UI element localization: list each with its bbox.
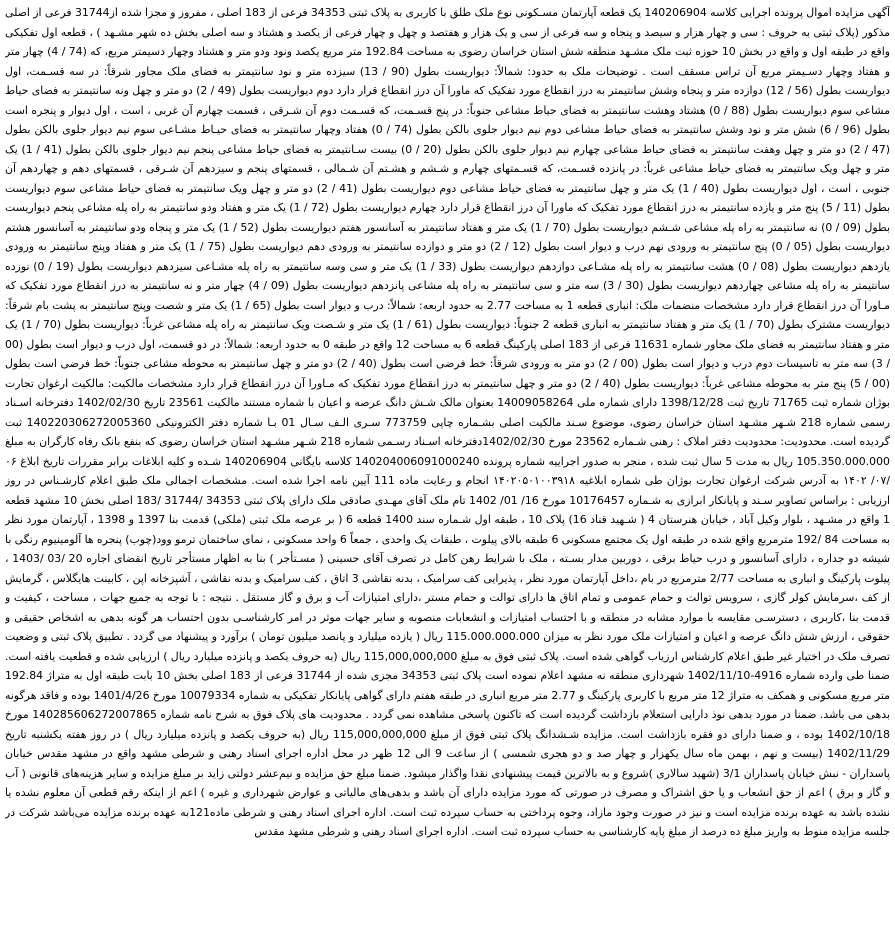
auction-notice-text: آگهی مزایده اموال پرونده اجرایی کلاسه 140206904 یک قطعه آپارتمان مسـکونی نوع ملک طلق با کاربری به پلاک ثبتی 34353 فرعی از 183 اصلی ، مفروز و مجزا شده از31744 فرعی از اصلی مذکور (پلاک ثبتی به حروف : سی و چهار هزار و سیصد و پنجاه و سه فرعی از سی و یک هزار و هفتصد و چهل و چهار فرعی از یکصد و هشتاد و سه اصلی بخش ده شهر مشـهد ) ، قطعه اول تفکیکی واقع در طبقه اول و واقع در بخش 10 حوزه ثبت ملک مشـهد منطقه شش استان خراسان رضوی به مساحت 192.84 متر مربع یکصد ونود ودو متر و هشتاد وچهار دسیمتر مربع، که (74 / 4) چهار متر و هفتاد وچهار دسـیمتر مربع آن تراس مسقف است . توضیحات ملک به حدود: شمالاً: دیواریست بطول (90 / 13) سیزده متر و نود سانتیمتر به فضای ملک مجاور شرقاً: در سه قسـمت، اول دیواریست بطول (56 / 12) دوازده متر و پنجاه وشش سانتیمتر به درز انقطاع مورد تفکیک که ماورا آن درز انقطاع قرار دارد دوم دیواریست بطول (49 / 2) دو متر و چهل ونه سانتیمتر به فضای حیاط مشاعی سوم دیواریست بطول (88 / 0) هشتاد وهشت سانتیمتر به فضای حیاط مشاعی جنوباً: در پنج قسـمت، که قسـمت دوم آن شـرقی ، قسمت چهارم آن غربی ، است ، اول دیوار و پنجره است بطول (96 / 6) شش متر و نود وشش سانتیمتر به فضای حیاط مشاعی دوم نیم دیوار جلوی بالکن بطول (74 / 0) هفتاد وچهار سانتیمتر به فضای حیـاط مشـاعی سوم نیم دیوار جلوی بالکن بطول (47 / 2) دو متر و چهل وهفت سانتیمتر به فضای حیاط مشاعی چهارم نیم دیوار جلوی بالکن بطول (20 / 0) بیست سـانتیمتر به فضای حیاط مشاعی پنجم نیم دیوار جلوی بالکن بطول (41 / 1) یک متر و چهل ویک سانتیمتر به فضای حیاط مشاعی غرباً: در پانزده قسـمت، که قسـمتهای چهارم و شـشم و هشـتم آن شـمالی ، قسمتهای پنجم و سیزدهم آن شـرقی ، قسمتهای دهم و چهاردهم آن جنوبی ، است ، اول دیواریست بطول (40 / 1) یک متر و چهل سانتیمتر به فضای حیاط مشاعی دوم دیواریست بطول (41 / 2) دو متر و چهل ویک سانتیمتر به فضای حیاط مشاعی سوم دیواریست بطول (11 / 5) پنج متر و یازده سانتیمتر به درز انقطاع مورد تفکیک که ماورا آن درز انقطاع قرار دارد چهارم دیواریست بطول (72 / 1) یک متر و هفتاد ودو سانتیمتر به راه پله مشاعی پنجم دیواریست بطول (09 / 0) نه سانتیمتر به راه پله مشاعی شـشم دیواریست بطول (70 / 1) یک متر و هفتاد سانتیمتر به آسانسور هفتم دیواریست بطول (52 / 1) یک متر و پنجاه ودو سانتیمتر به آسانسور هشتم دیواریست بطول (05 / 0) پنج سانتیمتر به ورودی نهم درب و دیوار است بطول (12 / 2) دو متر و دوازده سانتیمتر به ورودی دهم دیواریست بطول (75 / 1) یک متر و هفتاد وپنج سانتیمتر به ورودی یازدهم دیواریست بطول (08 / 0) هشت سانتیمتر به راه پله مشـاعی دوازدهم دیواریست بطول (33 / 1) یک متر و سی وسه سانتیمتر به راه پله مشـاعی سیزدهم دیواریست بطول (19 / 0) نوزده سانتیمتر به راه پله مشاعی چهاردهم دیواریست بطول (30 / 3) سه متر و سی سانتیمتر به راه پله مشاعی پانزدهم دیواریست بطول (09 / 4) چهار متر و نه سانتیمتر به درز انقطاع مورد تفکیک که مـاورا آن درز انقطاع قرار دارد مشخصات منضمات ملک: انباری قطعه 1 به مساحت 2.77 به حدود اربعه: شمالاً: درب و دیوار است بطول (65 / 1) یک متر و شصت وپنج سانتیمتر به پشت بام شرقاً: دیواریست مشترک بطول (70 / 1) یک متر و هفتاد سانتیمتر به انباری قطعه 2 جنوباً: دیواریست بطول (61 / 1) یک متر و شـصت ویک سانتیمتر به راه پله مشاعی غرباً: دیواریست بطول (70 / 1) یک متر و هفتاد سانتیمتر به فضای ملک مجاور شماره 11631 فرعی از 183 اصلی پارکینگ قطعه 6 به مساحت 12 واقع در طبقه 0 به حدود اربعه: شمالاً: در دو قسمت، اول درب و دیوار است بطول (00 / 3) سه متر به تاسیسات دوم درب و دیوار است بطول (00 / 2) دو متر به ورودی شرقاً: خط فرضی است بطول (40 / 2) دو متر و چهل سانتیمتر به محوطه مشاعی جنوباً: خط فرضی است بطول (00 / 5) پنج متر به محوطه مشاعی غرباً: دیواریست بطول (40 / 2) دو متر و چهل سانتیمتر به درز انقطاع مورد تفکیک که مـاورا آن درز انقطاع قرار دارد مشخصات مالکیت: مالکیت ارغوان تجارت بوژان شماره ثبت 71765 تاریخ ثبت 1398/12/28 دارای شماره ملی 14009058264 بعنوان مالک شـش دانگ عرصه و اعیان با شماره مستند مالکیت 23561 تاریخ 1402/02/30 دفترخانه اسـناد رسمی شماره 218 شـهر مشـهد استان خراسان رضوی، موضوع سـند مالکیت اصلی بشـماره چاپی 773759 سـری الـف سـال 01 بـا شماره دفتر الکترونیکی 140220306272005360 ثبت گردیده است. محدودیت: محدودیت دفتر املاک : رهنی شـماره 23562 مورخ 1402/02/30دفترخانه اسـناد رسـمی شماره 218 شـهر مشـهد استان خراسان رضوی که بنفع بانک رفاه کارگران به مبلغ 105.350.000.000 ریال به مدت 5 سال ثبت شده ، منجر به صدور اجراییه شماره پرونده 140204006091000240 کلاسه بایگانی 140206904 شـده و کلیه ابلاغات برابر مقررات تاریخ ابلاغ ۰۶ /۰۷/ ۱۴۰۲ به آدرس شرکت ارغوان تجارت بوژان طی شماره ابلاغیه ۱۴۰۲۰۵۰۱۰۰۳۹۱۸ انجام و رعایت ماده 111 آیین نامه اجرا شده است. مشخصات اجمالی ملک طبق اعلام کارشـناس در روز ارزیابی : براساس تصاویر سـند و پایانکار ابرازی به شـماره 10176457 مورخ 16/ 01/ 1402 تام ملک آقای مهـدی صادقی ملک دارای پلاک ثبتی 34353 /31744 /183 اصلی بخش 10 مشهد قطعه 1 واقع در مشـهد ، بلوار وکیل آباد ، خیابان هنرستان 4 ( شـهید قناد 16) پلاک 10 ، طبقه اول شـماره سند 1400 قطعه 6 ( بر عرصه ملک ثبتی (ملکی) قدمت بنا 1397 و 1398 ، آپارتمان مورد نظر به مساحت 84 /192 مترمربع واقع شده در طبقه اول یک مجتمع مسکونی 6 طبقه بالای پیلوت ، طبقات یک واحدی ، جمعاً 6 واحد مسکونی ، نمای ساختمان ترمو وود(چوب) پنجره ها آلومینیوم رنگی با شیشه دو جداره ، دارای آسانسور و درب حیاط برقی ، دوربین مدار بسـته ، ملک با شرایط رهن کامل در تصرف آقای حسینی ( مسـتأجر ) بنا به اظهار مستأجر تاریخ انقضای اجاره 20 /03 /1403 ، پیلوت پارکینگ و انباری به مساحت 2/77 مترمربع در بام ،داخل آپارتمان مورد نظر ، پذیرایی کف سرامیک ، بدنه نقاشی 3 اتاق ، کف سرامیک و بدنه نقاشی ، آشپزخانه اپن ، کابینت هایگلاس ، گرمایش از کف ،سرمایش کولر گازی ، سرویس توالت و حمام عمومی و تمام اتاق ها دارای توالت و حمام مستر ،دارای امتیازات آب و برق و گاز مستقل . نتیجه : با توجه به جمیع جهات ، مساحت ، کیفیت و قدمت بنا ،کاربری ، دسترسـی مقایسه با موارد مشابه در منطقه و با احتساب امتیازات و انشعابات منصوبه و سایر جهات موثر در امر کارشناسـی بدون احتساب هر گونه بدهی به اشخاص حقیقی و حقوقی ، ارزش شش دانگ عرصه و اعیان و امتیازات ملک مورد نظر به میزان 115.000.000.000 ریال ( یازده میلیارد و پانصد میلیون تومان ) برآورد و پیشنهاد می گردد . تطبیق پلاک ثبتی و وضعیت تصرف ملک در اختیار غیر طبق اعلام کارشناس ارزیاب گواهی شده است. پلاک ثبتی فوق به مبلغ 115,000,000,000 ریال (به حروف یکصد و پانزده میلیارد ریال ) ارزیابی شده و قطعیت یافته است. ضمنا طی وارده شماره 4916-1402/11/10 شهرداری منطقه نه مشهد اعلام نموده است پلاک ثبتی 34353 مجزی شده از 31744 فرعی از 183 اصلی بخش 10 بابت طبقه اول به متراژ 192.84 متر مربع مسکونی و همکف به متراژ 12 متر مربع با کاربری پارکینگ و 2.77 متر مربع انباری در طبقه هفتم دارای گواهی پایانکار تفکیکی به شماره 10079334 مورخ 1401/4/26 بوده و فاقد هرگونه بدهی می باشد. ضمنا در مورد بدهی نوذ دارایی استعلام بازداشت گردیده است که تاکنون پاسخی مشاهده نمی گردد . محدودیت های پلاک فوق به شرح نامه شماره 140285606272007865 مورخ 1402/10/18 بوده ، و ضمنا دارای دو فقره بازداشت است. مزایده شـشدانگ پلاک ثبتی فوق از مبلغ 115,000,000,000 ریال (به حروف یکصد و پانزده میلیارد ریال ) در روز هفته یکشنبه تاریخ 1402/11/29 (بیست و نهم ، بهمن ماه سال یکهزار و چهار صد و دو هجری شمسی ) از ساعت 9 الی 12 ظهر در محل اداره اجرای اسناد رهنی و شرطی مشهد واقع در مشهد مقدس خیابان پاسداران - نبش خیابان پاسداران 3/1 (شهید سالاری )شروع و به بالاترین قیمت پیشنهادی نقدا واگذار میشود. ضمنا مبلغ حق مزایده و نیم‌عشر دولتی زاید بر مبلغ مزایده و سایر هزینه‌های قانونی ( آب و گاز و برق ) اعم از حق انشعاب و یا حق اشتراک و مصرف در صورتی که مورد مزایده دارای آن باشد و بدهی‌های مالیاتی و عوارض شهرداری و غیره ) اعم از اینکه رقم قطعی آن معلوم نشده یا نشده باشد به عهده برنده مزایده است و نیز در صورت وجود مازاد، وجوه پرداختی به حساب سپرده ثبت است. اداره اجرای اسناد رهنی و شرطی ماده121به عهده برنده مزایده می‌باشد شرکت در جلسه مزایده منوط به واریز مبلغ ده درصد از مبلغ پایه کارشناسی به حساب سپرده ثبت است. اداره اجرای اسناد رهنی و شرطی مشهد مقدس xyxy=(5,6,890,838)
